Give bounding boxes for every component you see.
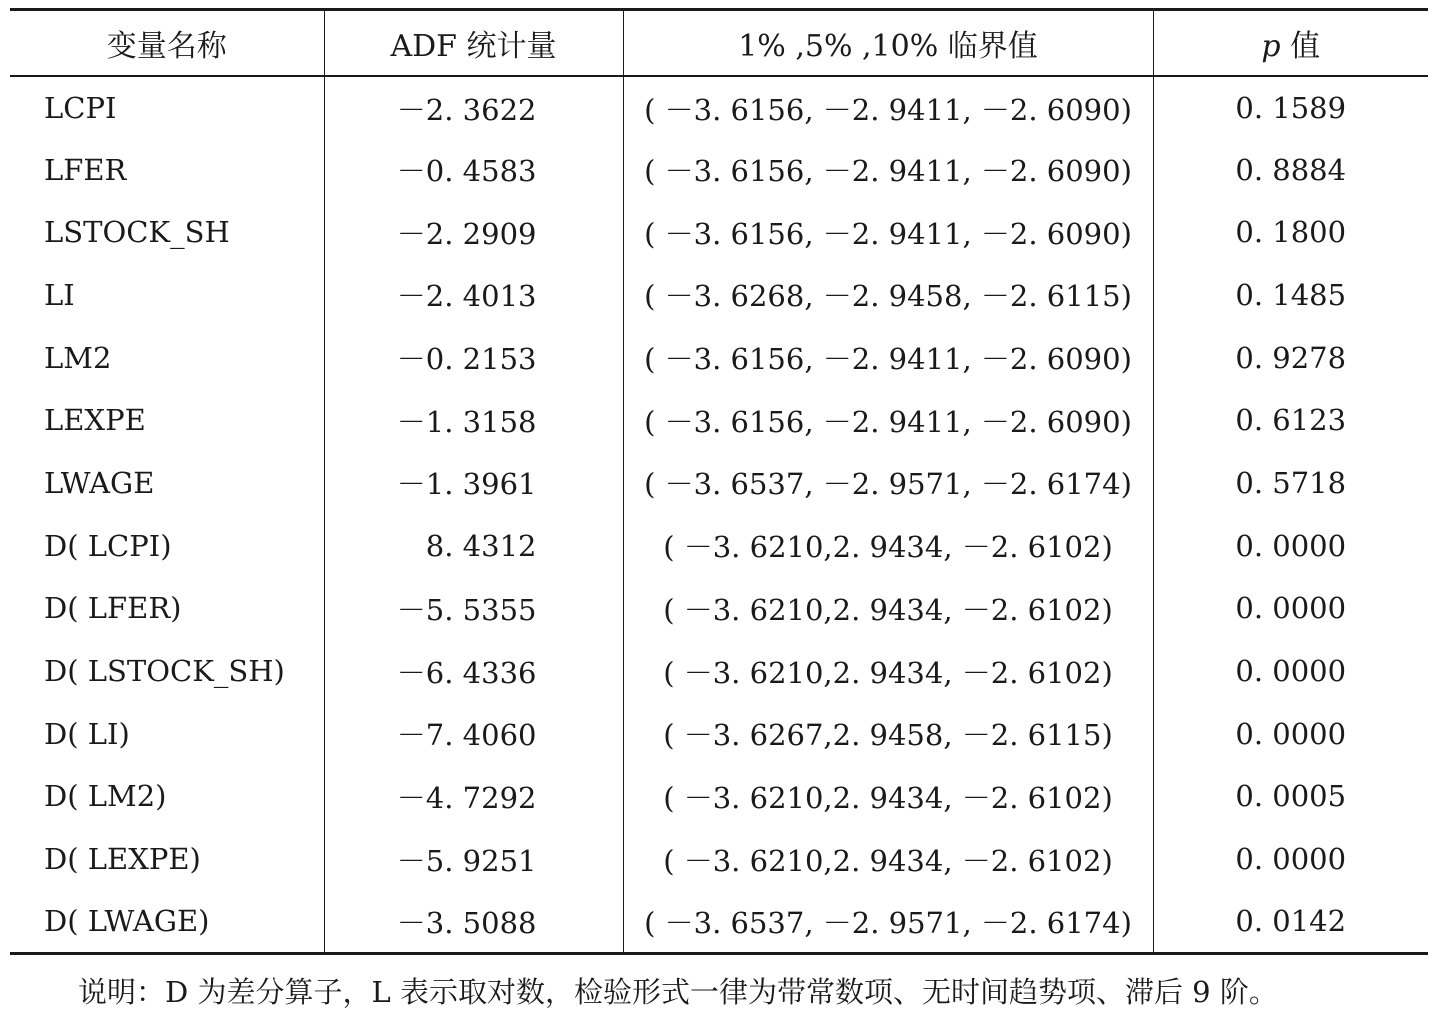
cell-p-value: 0. 9278 (1153, 326, 1428, 389)
cell-p-value: 0. 0000 (1153, 702, 1428, 765)
header-adf: ADF 统计量 (324, 10, 623, 76)
cell-variable: D( LEXPE) (44, 842, 201, 877)
cell-variable: LEXPE (44, 403, 146, 438)
table-row (10, 765, 1428, 828)
cell-p-value: 0. 0000 (1153, 577, 1428, 640)
header-critical: 1% ,5% ,10% 临界值 (623, 10, 1153, 76)
cell-critical-values: ( －3. 6210,2. 9434, －2. 6102) (623, 514, 1153, 577)
cell-p-value: 0. 1800 (1153, 201, 1428, 264)
table-row (10, 514, 1428, 577)
cell-adf-statistic: －3. 5088 (324, 890, 623, 953)
table-row (10, 828, 1428, 891)
cell-p-value: 0. 0000 (1153, 640, 1428, 703)
cell-adf-statistic: －0. 2153 (324, 326, 623, 389)
cell-p-value: 0. 0142 (1153, 890, 1428, 953)
adf-test-table-container (10, 8, 1428, 955)
cell-variable: LM2 (44, 340, 112, 375)
cell-critical-values: ( －3. 6210,2. 9434, －2. 6102) (623, 577, 1153, 640)
cell-adf-statistic: －6. 4336 (324, 640, 623, 703)
table-row (10, 452, 1428, 515)
cell-critical-values: ( －3. 6537, －2. 9571, －2. 6174) (623, 452, 1153, 515)
cell-p-value: 0. 5718 (1153, 452, 1428, 515)
table-header-row (10, 10, 1428, 76)
table-row (10, 577, 1428, 640)
cell-variable: D( LM2) (44, 779, 167, 814)
cell-adf-statistic: 8. 4312 (324, 514, 623, 577)
table-row (10, 890, 1428, 953)
header-p-suffix: 值 (1280, 28, 1321, 64)
header-p-symbol: p (1261, 28, 1281, 64)
cell-adf-statistic: －5. 5355 (324, 577, 623, 640)
table-row (10, 702, 1428, 765)
header-variable: 变量名称 (10, 10, 324, 76)
cell-critical-values: ( －3. 6210,2. 9434, －2. 6102) (623, 765, 1153, 828)
cell-variable: LSTOCK_SH (44, 215, 230, 250)
cell-critical-values: ( －3. 6156, －2. 9411, －2. 6090) (623, 138, 1153, 201)
table-row (10, 76, 1428, 139)
cell-p-value: 0. 1485 (1153, 264, 1428, 327)
cell-variable: D( LFER) (44, 591, 182, 626)
cell-p-value: 0. 6123 (1153, 389, 1428, 452)
cell-variable: D( LSTOCK_SH) (44, 654, 285, 689)
cell-variable: D( LCPI) (44, 528, 172, 563)
cell-critical-values: ( －3. 6210,2. 9434, －2. 6102) (623, 828, 1153, 891)
cell-critical-values: ( －3. 6210,2. 9434, －2. 6102) (623, 640, 1153, 703)
cell-p-value: 0. 0005 (1153, 765, 1428, 828)
cell-adf-statistic: －1. 3158 (324, 389, 623, 452)
cell-critical-values: ( －3. 6156, －2. 9411, －2. 6090) (623, 201, 1153, 264)
table-row (10, 326, 1428, 389)
table-row (10, 389, 1428, 452)
cell-critical-values: ( －3. 6537, －2. 9571, －2. 6174) (623, 890, 1153, 953)
adf-test-table (10, 8, 1428, 955)
table-row (10, 138, 1428, 201)
header-p-value (1153, 10, 1428, 76)
cell-p-value: 0. 0000 (1153, 514, 1428, 577)
cell-variable: D( LI) (44, 716, 130, 751)
table-row (10, 201, 1428, 264)
cell-adf-statistic: －5. 9251 (324, 828, 623, 891)
cell-adf-statistic: －2. 4013 (324, 264, 623, 327)
cell-variable: LWAGE (44, 465, 155, 500)
cell-adf-statistic: －0. 4583 (324, 138, 623, 201)
cell-adf-statistic: －7. 4060 (324, 702, 623, 765)
cell-variable: D( LWAGE) (10, 890, 324, 953)
cell-variable: LCPI (44, 91, 117, 126)
cell-adf-statistic: －2. 2909 (324, 201, 623, 264)
table-note: 说明：D 为差分算子，L 表示取对数，检验形式一律为带常数项、无时间趋势项、滞后 9 阶。 (78, 975, 1278, 1009)
cell-critical-values: ( －3. 6268, －2. 9458, －2. 6115) (623, 264, 1153, 327)
cell-critical-values: ( －3. 6267,2. 9458, －2. 6115) (623, 702, 1153, 765)
table-body (10, 76, 1428, 954)
cell-critical-values: ( －3. 6156, －2. 9411, －2. 6090) (623, 76, 1153, 139)
cell-adf-statistic: －1. 3961 (324, 452, 623, 515)
cell-p-value: 0. 1589 (1153, 76, 1428, 139)
cell-variable: LFER (44, 152, 127, 187)
cell-variable: LI (44, 277, 75, 312)
cell-p-value: 0. 8884 (1153, 138, 1428, 201)
cell-p-value: 0. 0000 (1153, 828, 1428, 891)
table-row (10, 264, 1428, 327)
cell-adf-statistic: －4. 7292 (324, 765, 623, 828)
cell-critical-values: ( －3. 6156, －2. 9411, －2. 6090) (623, 389, 1153, 452)
cell-critical-values: ( －3. 6156, －2. 9411, －2. 6090) (623, 326, 1153, 389)
cell-adf-statistic: －2. 3622 (324, 76, 623, 139)
table-row (10, 640, 1428, 703)
